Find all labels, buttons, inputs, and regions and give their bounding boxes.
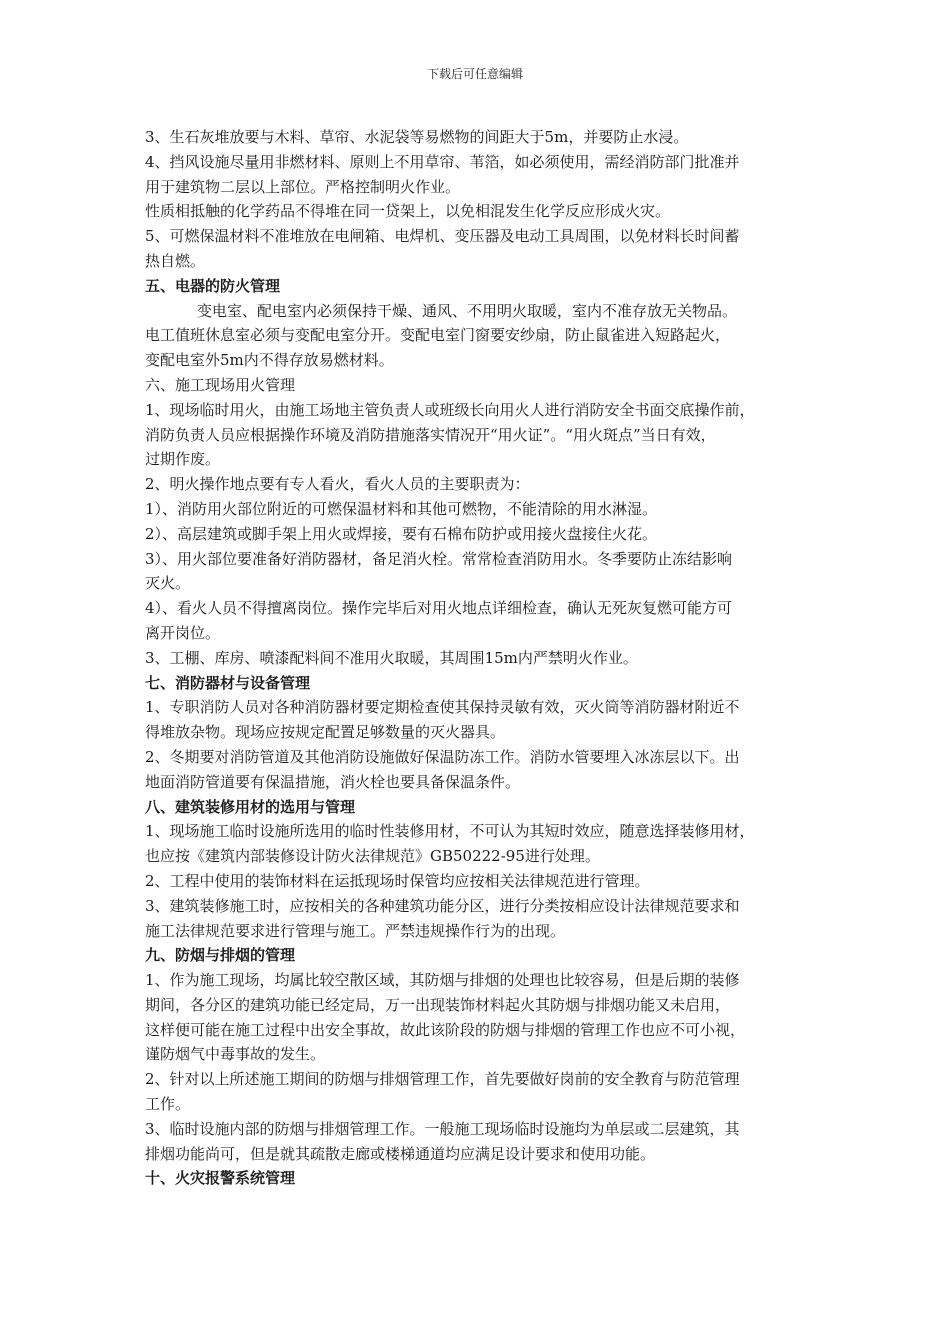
paragraph-line: 1）、消防用火部位附近的可燃保温材料和其他可燃物，不能清除的用水淋湿。	[145, 499, 658, 518]
paragraph-line: 5、可燃保温材料不准堆放在电闸箱、电焊机、变压器及电动工具周围，以免材料长时间蓄	[145, 227, 740, 246]
paragraph-line: 得堆放杂物。现场应按规定配置足够数量的灭火器具。	[145, 723, 506, 742]
paragraph-line: 电工值班休息室必须与变配电室分开。变配电室门窗要安纱扇，防止鼠雀进入短路起火，	[145, 326, 731, 345]
paragraph-line: 排烟功能尚可，但是就其疏散走廊或楼梯通道均应满足设计要求和使用功能。	[145, 1144, 656, 1163]
paragraph-line: 过期作废。	[145, 450, 221, 469]
paragraph-line: 灭火。	[145, 574, 191, 593]
paragraph-line: 3）、用火部位要准备好消防器材，备足消火栓。常常检查消防用水。冬季要防止冻结影响	[145, 549, 733, 568]
paragraph-line: 消防负责人员应根据操作环境及消防措施落实情况开“用火证”。“用火斑点”当日有效，	[145, 425, 716, 444]
paragraph-line: 2、冬期要对消防管道及其他消防设施做好保温防冻工作。消防水管要埋入冰冻层以下。出	[145, 747, 740, 766]
paragraph-line: 离开岗位。	[145, 623, 221, 642]
paragraph-line: 2、工程中使用的装饰材料在运抵现场时保管均应按相关法律规范进行管理。	[145, 871, 650, 890]
paragraph-line: 4）、看火人员不得擅离岗位。操作完毕后对用火地点详细检查，确认无死灰复燃可能方可	[145, 599, 733, 618]
paragraph-line: 2、针对以上所述施工期间的防烟与排烟管理工作，首先要做好岗前的安全教育与防范管理	[145, 1070, 740, 1089]
paragraph-line: 六、施工现场用火管理	[145, 375, 296, 394]
paragraph-line: 2、明火操作地点要有专人看火，看火人员的主要职责为：	[145, 475, 530, 494]
page-header-note: 下载后可任意编辑	[426, 67, 523, 81]
paragraph-line: 1、作为施工现场，均属比较空散区域，其防烟与排烟的处理也比较容易，但是后期的装修	[145, 971, 740, 990]
section-heading: 五、电器的防火管理	[145, 276, 281, 295]
section-heading: 八、建筑装修用材的选用与管理	[145, 797, 356, 816]
paragraph-line: 变电室、配电室内必须保持干燥、通风、不用明火取暖，室内不准存放无关物品。	[197, 301, 738, 320]
paragraph-line: 这样便可能在施工过程中出安全事故，故此该阶段的防烟与排烟的管理工作也应不可小视，	[145, 1020, 746, 1039]
paragraph-line: 变配电室外5m内不得存放易燃材料。	[145, 351, 394, 370]
paragraph-line: 1、专职消防人员对各种消防器材要定期检查使其保持灵敏有效，灭火筒等消防器材附近不	[145, 698, 740, 717]
paragraph-line: 谨防烟气中毒事故的发生。	[145, 1045, 326, 1064]
paragraph-line: 用于建筑物二层以上部位。严格控制明火作业。	[145, 177, 461, 196]
paragraph-line: 4、挡风设施尽量用非燃材料、原则上不用草帘、苇箔，如必须使用，需经消防部门批准并	[145, 152, 740, 171]
document-body	[145, 125, 813, 1191]
paragraph-line: 1、现场施工临时设施所选用的临时性装修用材，不可认为其短时效应，随意选择装修用材，	[145, 822, 755, 841]
paragraph-line: 性质相抵触的化学药品不得堆在同一贷架上，以免相混发生化学反应形成火灾。	[145, 202, 671, 221]
section-heading: 十、火灾报警系统管理	[145, 1169, 296, 1188]
paragraph-line: 工作。	[145, 1095, 191, 1114]
paragraph-line: 3、工棚、库房、喷漆配料间不准用火取暖，其周围15m内严禁明火作业。	[145, 648, 638, 667]
paragraph-line: 也应按《建筑内部装修设计防火法律规范》GB50222-95进行处理。	[145, 847, 600, 866]
paragraph-line: 3、临时设施内部的防烟与排烟管理工作。一般施工现场临时设施均为单层或二层建筑，其	[145, 1119, 740, 1138]
paragraph-line: 热自燃。	[145, 251, 206, 270]
paragraph-line: 地面消防管道要有保温措施，消火栓也要具备保温条件。	[145, 772, 521, 791]
section-heading: 七、消防器材与设备管理	[145, 673, 311, 692]
paragraph-line: 3、建筑装修施工时，应按相关的各种建筑功能分区，进行分类按相应设计法律规范要求和	[145, 896, 740, 915]
section-heading: 九、防烟与排烟的管理	[145, 946, 296, 965]
paragraph-line: 期间，各分区的建筑功能已经定局，万一出现装饰材料起火其防烟与排烟功能又未启用，	[145, 995, 731, 1014]
paragraph-line: 2）、高层建筑或脚手架上用火或焊接，要有石棉布防护或用接火盘接住火花。	[145, 524, 658, 543]
paragraph-line: 施工法律规范要求进行管理与施工。严禁违规操作行为的出现。	[145, 921, 566, 940]
paragraph-line: 3、生石灰堆放要与木料、草帘、水泥袋等易燃物的间距大于5m，并要防止水浸。	[145, 128, 689, 146]
paragraph-line: 1、现场临时用火，由施工场地主管负责人或班级长向用火人进行消防安全书面交底操作前，	[145, 400, 755, 419]
